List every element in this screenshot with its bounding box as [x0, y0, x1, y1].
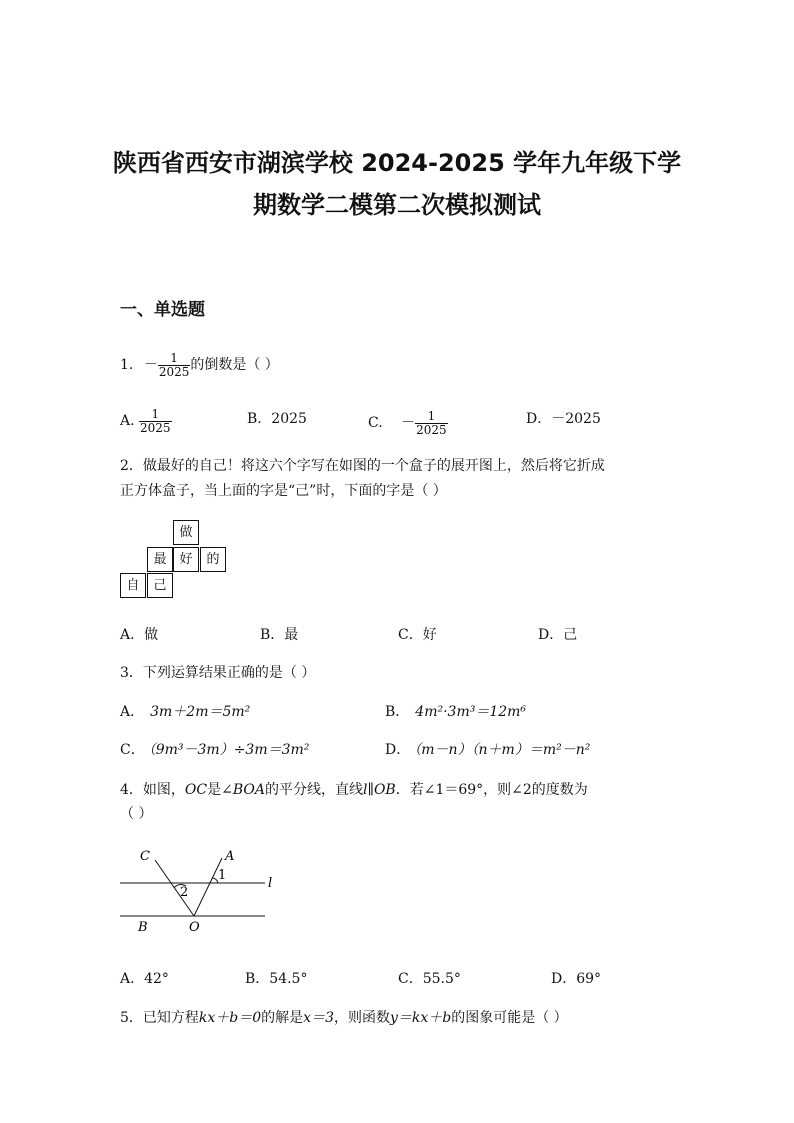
solution: x＝3 [303, 1010, 334, 1026]
question-1-option-a [120, 399, 172, 435]
question-5 [120, 1007, 568, 1027]
question-2-option-b: B．最 [260, 627, 299, 643]
question-5-text: 的图象可能是（ ） [451, 1010, 568, 1026]
question-5-text: 的解是 [261, 1010, 304, 1026]
question-1 [120, 343, 279, 379]
option-expression: （9m³－3m）÷3m＝3m² [148, 742, 310, 758]
option-a-fraction [139, 408, 172, 435]
net-cell: 的 [200, 547, 226, 572]
question-5-text: ，则函数 [333, 1010, 390, 1026]
question-4-option-c: C．55.5° [398, 971, 461, 987]
page-title-line2: 期数学二模第二次模拟测试 [253, 191, 541, 219]
angle-diagram [110, 840, 290, 940]
option-label: A. [120, 413, 135, 429]
fraction-numerator: 1 [151, 406, 160, 421]
question-4-text: 是∠ [207, 782, 233, 798]
option-label: A． [120, 704, 145, 720]
option-expression: （m－n）（n＋m）＝m²－n² [414, 742, 591, 758]
label-c: C [140, 849, 150, 864]
question-3-text: 3．下列运算结果正确的是（ ） [120, 665, 316, 681]
option-value: 2025 [271, 411, 307, 427]
var-l: l [363, 782, 368, 798]
label-1: 1 [218, 868, 227, 883]
section-heading: 一、单选题 [120, 300, 205, 320]
question-4-line1 [120, 779, 588, 799]
option-neg: － [401, 415, 416, 431]
option-label: D． [385, 742, 411, 758]
fraction-numerator: 1 [170, 350, 178, 365]
question-1-number: 1. [120, 357, 134, 373]
question-4-option-d: D．69° [551, 971, 602, 987]
question-1-text: 的倒数是（ ） [190, 357, 279, 373]
option-value: －2025 [551, 411, 601, 427]
option-label: B． [247, 411, 272, 427]
question-3-option-a [120, 701, 250, 721]
label-b: B [138, 920, 148, 935]
question-1-option-d [526, 408, 601, 428]
ray-oa [194, 858, 222, 916]
fraction-denominator: 2025 [140, 420, 171, 435]
question-2-line2: 正方体盒子，当上面的字是“己”时，下面的字是（ ） [120, 483, 447, 499]
question-4-prefix: 4．如图， [120, 782, 185, 798]
label-a: A [225, 849, 235, 864]
question-2-option-c: C．好 [398, 627, 437, 643]
parallel-symbol: ∥ [367, 782, 374, 798]
question-1-neg: － [143, 357, 158, 373]
fraction-numerator: 1 [427, 408, 436, 423]
option-expression: 4m²·3m³＝12m⁶ [415, 704, 527, 720]
var-ob: OB [373, 782, 396, 798]
question-1-option-b [247, 408, 307, 428]
label-o: O [189, 920, 200, 935]
question-2-option-d: D．己 [538, 627, 578, 643]
option-label: B． [385, 704, 410, 720]
function-expression: y＝kx＋b [389, 1010, 452, 1026]
question-5-prefix: 5．已知方程 [120, 1010, 199, 1026]
question-4-text: ．若∠1＝69°，则∠2的度数为 [395, 782, 588, 798]
question-1-fraction [158, 352, 191, 379]
page-title-line1: 陕西省西安市湖滨学校 2024-2025 学年九年级下学 [112, 149, 682, 177]
option-c-fraction [415, 410, 448, 437]
question-4-line2: （ ） [120, 806, 153, 822]
question-3-option-d [385, 739, 590, 759]
option-expression: 3m＋2m＝5m² [150, 704, 251, 720]
option-label: C． [120, 742, 145, 758]
question-4-text: 的平分线，直线 [265, 782, 363, 798]
label-2: 2 [180, 885, 189, 900]
var-boa: BOA [232, 782, 265, 798]
net-cell: 己 [147, 573, 173, 598]
net-cell: 自 [120, 573, 146, 598]
option-label: C. [368, 415, 383, 431]
question-4-option-a: A．42° [120, 971, 169, 987]
question-1-option-c [368, 399, 448, 437]
net-cell: 好 [173, 547, 199, 572]
equation: kx＋b＝0 [198, 1010, 262, 1026]
question-2-line1: 2．做最好的自己！将这六个字写在如图的一个盒子的展开图上，然后将它折成 [120, 458, 605, 474]
question-4-option-b: B．54.5° [245, 971, 308, 987]
net-cell: 最 [147, 547, 173, 572]
question-2-option-a: A．做 [120, 627, 159, 643]
label-l: l [268, 876, 273, 891]
option-label: D． [526, 411, 552, 427]
var-oc: OC [184, 782, 208, 798]
fraction-denominator: 2025 [416, 422, 447, 437]
question-3-option-c [120, 739, 309, 759]
net-cell: 做 [173, 520, 199, 545]
fraction-denominator: 2025 [158, 364, 190, 379]
question-3-option-b [385, 701, 526, 721]
